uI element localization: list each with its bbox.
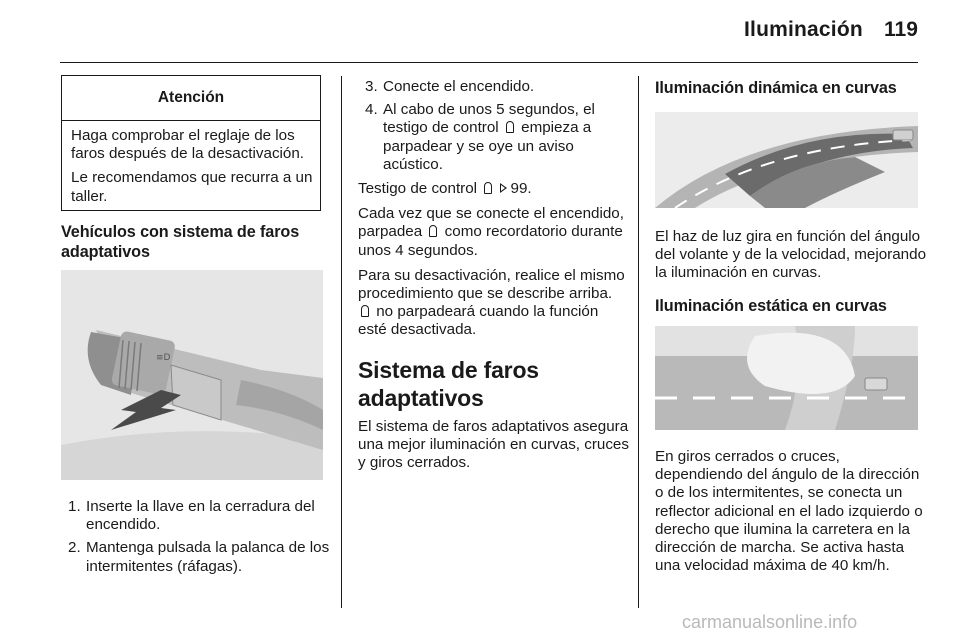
column-divider-2 <box>638 76 639 608</box>
headlight-warning-icon <box>361 305 369 317</box>
heading-static-curve-light: Iluminación estática en curvas <box>655 297 887 315</box>
step-number: 4. <box>365 101 378 119</box>
section-heading-afl: Sistema de faros adaptativos <box>358 356 539 411</box>
section-heading-afl-vehicles: Vehículos con sistema de faros adaptativos <box>61 223 300 261</box>
dynamic-curve-illustration <box>655 112 918 208</box>
paragraph-text: no parpadeará cuando la función esté desactivada. <box>358 303 599 339</box>
page-reference-link[interactable]: 99. <box>510 180 532 198</box>
heading-dynamic-curve-light: Iluminación dinámica en curvas <box>655 79 897 97</box>
headlight-warning-icon <box>506 121 514 133</box>
paragraph-text: Testigo de control <box>358 180 478 198</box>
figure-static-curve-light <box>655 326 918 430</box>
paragraph-deactivation <box>358 267 630 340</box>
attention-heading: Atención <box>62 76 320 121</box>
paragraph-afl-intro: El sistema de faros adaptativos asegura una mejor iluminación en curvas, cruces y giros cerrados. <box>358 417 629 472</box>
attention-box <box>61 75 321 211</box>
svg-text:≡D: ≡D <box>156 353 171 363</box>
header-divider <box>60 62 918 63</box>
figure-indicator-stalk <box>61 270 323 480</box>
paragraph-text: Para su desactivación, realice el mismo procedimiento que se describe arriba. <box>358 266 625 303</box>
page-reference-icon <box>500 183 507 193</box>
column-divider-1 <box>341 76 342 608</box>
static-curve-illustration <box>655 326 918 430</box>
attention-paragraph: Haga comprobar el reglaje de los faros después de la desactivación. <box>71 127 305 163</box>
paragraph-reminder <box>358 205 630 260</box>
step-text: Inserte la llave en la cerradura del encendido. <box>86 498 315 534</box>
step-item <box>358 78 630 96</box>
step-item <box>61 539 331 575</box>
headlight-warning-icon <box>484 182 492 194</box>
paragraph-static-curve: En giros cerrados o cruces, dependiendo del ángulo de la dirección o de los intermitentes, se conecta un reflector adicional en el lado izquierdo o derecho que ilumina la carretera en la dirección de marcha. Se activa hasta una velocidad máxima de 40 km/h. <box>655 448 923 575</box>
headlight-warning-icon <box>429 225 437 237</box>
attention-paragraph: Le recomendamos que recurra a un taller. <box>71 169 313 205</box>
step-item <box>61 498 331 534</box>
watermark: carmanualsonline.info <box>682 612 858 632</box>
stalk-illustration <box>61 270 323 480</box>
page-title: Iluminación <box>744 18 863 41</box>
paragraph-text: como recordatorio durante unos 4 segundos. <box>358 223 623 259</box>
step-number: 2. <box>68 539 81 557</box>
step-item <box>358 101 630 174</box>
step-text: Al cabo de unos 5 segundos, el testigo de control <box>383 101 595 137</box>
figure-dynamic-curve-light <box>655 112 918 208</box>
paragraph-dynamic-curve: El haz de luz gira en función del ángulo del volante y de la velocidad, mejorando la iluminación en curvas. <box>655 228 927 282</box>
step-number: 1. <box>68 498 81 515</box>
step-number: 3. <box>365 78 378 95</box>
step-text: Conecte el encendido. <box>383 78 535 95</box>
page-number: 119 <box>884 18 918 41</box>
step-text: empieza a parpadear y se oye un aviso acústico. <box>383 119 592 173</box>
paragraph-control-light <box>358 180 630 198</box>
paragraph-text: Cada vez que se conecte el encendido, parpadea <box>358 205 624 241</box>
step-text: Mantenga pulsada la palanca de los intermitentes (ráfagas). <box>86 539 330 575</box>
